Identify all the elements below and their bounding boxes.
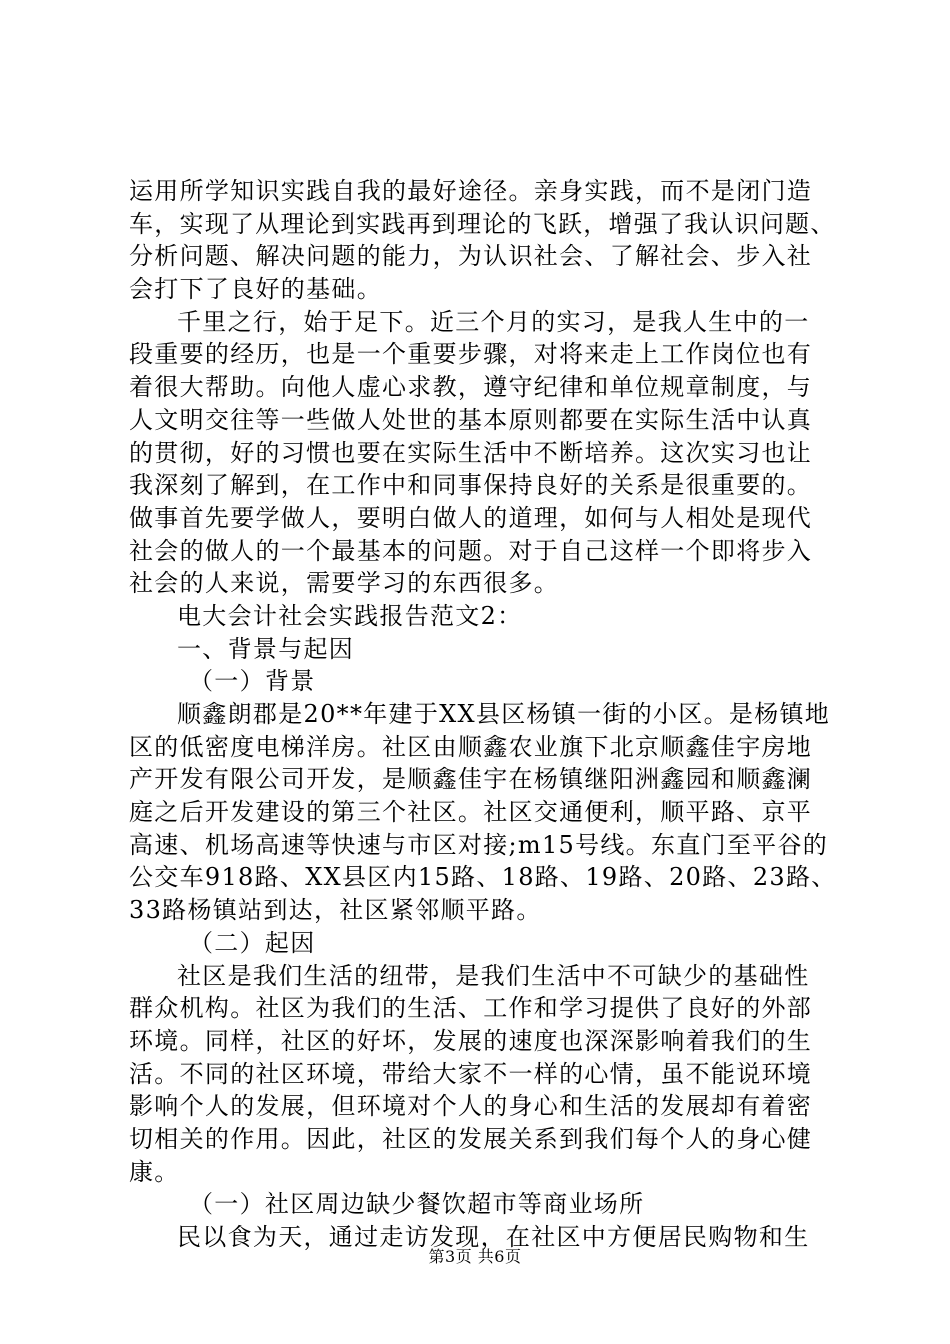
text-line: 活。不同的社区环境，带给大家不一样的心情，虽不能说环境 <box>129 1059 813 1088</box>
text-line: 区的低密度电梯洋房。社区由顺鑫农业旗下北京顺鑫佳宇房地 <box>129 732 813 761</box>
text-line: 电大会计社会实践报告范文2： <box>177 601 523 630</box>
text-line: 顺鑫朗郡是20**年建于XX县区杨镇一街的小区。是杨镇地 <box>177 700 831 728</box>
text-line: 公交车918路、XX县区内15路、18路、19路、20路、23路、 <box>129 863 837 892</box>
text-line: 影响个人的发展，但环境对个人的身心和生活的发展却有着密 <box>129 1092 813 1121</box>
text-line: 庭之后开发建设的第三个社区。社区交通便利，顺平路、京平 <box>129 798 813 827</box>
text-line: 康。 <box>129 1157 180 1186</box>
text-line: 社区是我们生活的纽带，是我们生活中不可缺少的基础性 <box>177 961 810 990</box>
text-line: 着很大帮助。向他人虚心求教，遵守纪律和单位规章制度，与 <box>129 373 813 402</box>
text-line: 分析问题、解决问题的能力，为认识社会、了解社会、步入社 <box>129 242 813 271</box>
text-line: 车，实现了从理论到实践再到理论的飞跃，增强了我认识问题、 <box>129 209 836 238</box>
text-line: 我深刻了解到，在工作中和同事保持良好的关系是很重要的。 <box>129 471 813 500</box>
text-line: 产开发有限公司开发，是顺鑫佳宇在杨镇继阳洲鑫园和顺鑫澜 <box>129 765 813 794</box>
text-line: （一）社区周边缺少餐饮超市等商业场所 <box>189 1190 645 1219</box>
text-line: 运用所学知识实践自我的最好途径。亲身实践，而不是闭门造 <box>129 177 813 205</box>
text-line: 切相关的作用。因此，社区的发展关系到我们每个人的身心健 <box>129 1124 813 1153</box>
text-line: 高速、机场高速等快速与市区对接;m15号线。东直门至平谷的 <box>129 830 829 859</box>
text-line: 社会的人来说，需要学习的东西很多。 <box>129 569 560 598</box>
text-line: （二）起因 <box>189 928 316 957</box>
text-line: 的贯彻，好的习惯也要在实际生活中不断培养。这次实习也让 <box>129 438 813 467</box>
text-line: 段重要的经历，也是一个重要步骤，对将来走上工作岗位也有 <box>129 340 813 369</box>
text-line: 人文明交往等一些做人处世的基本原则都要在实际生活中认真 <box>129 405 813 434</box>
document-body <box>129 175 837 1254</box>
text-line: 环境。同样，社区的好坏，发展的速度也深深影响着我们的生 <box>129 1026 813 1055</box>
text-line: （一）背景 <box>189 667 316 696</box>
text-line: 会打下了良好的基础。 <box>129 275 382 304</box>
text-line: 千里之行，始于足下。近三个月的实习，是我人生中的一 <box>177 307 810 336</box>
text-line: 群众机构。社区为我们的生活、工作和学习提供了良好的外部 <box>129 994 813 1023</box>
text-line: 一、背景与起因 <box>177 634 355 663</box>
text-line: 民以食为天，通过走访发现，在社区中方便居民购物和生 <box>177 1223 810 1251</box>
text-line: 做事首先要学做人，要明白做人的道理，如何与人相处是现代 <box>129 503 813 532</box>
text-line: 社会的做人的一个最基本的问题。对于自己这样一个即将步入 <box>129 536 813 565</box>
text-line: 33路杨镇站到达，社区紧邻顺平路。 <box>129 896 542 925</box>
page-footer: 第3页 共6页 <box>428 1247 522 1266</box>
